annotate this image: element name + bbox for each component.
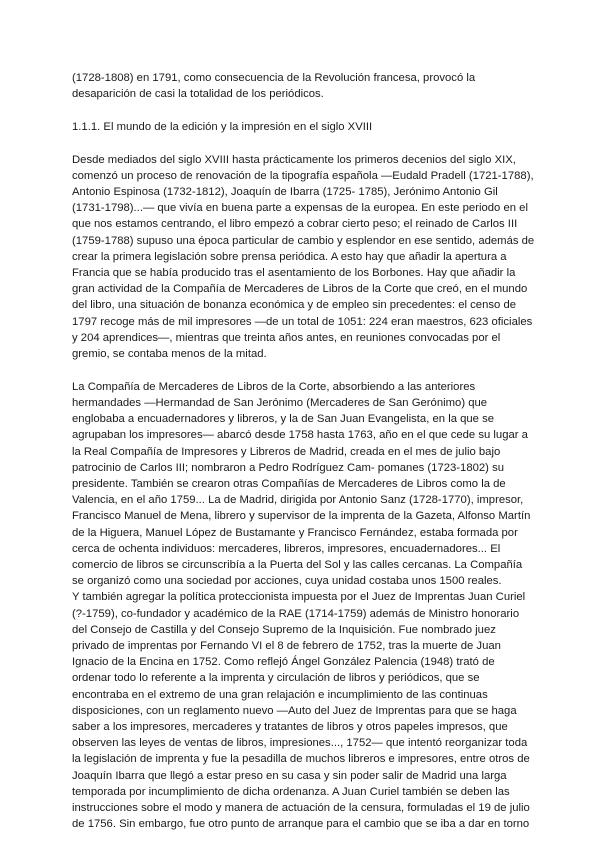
text-line: instrucciones sobre el modo y manera de actuación de la censura, formuladas el 19 de julio xyxy=(72,802,530,815)
intro-paragraph xyxy=(72,70,524,102)
text-line: la legislación de imprenta y fue la pesadilla de muchos libreros e impresores, entre otros de xyxy=(72,753,530,766)
text-line: y 204 aprendices—, mientras que treinta años antes, en reuniones convocadas por el xyxy=(72,331,501,344)
text-line: (1731-1798)...— que vivía en buena parte a expensas de la europea. En este periodo en el xyxy=(72,202,528,215)
text-line: gran actividad de la Compañía de Mercaderes de Libros de la Corte que creó, en el mundo xyxy=(72,283,528,296)
text-line: observen las leyes de ventas de libros, impresiones..., 1752— que intentó reorganizar toda xyxy=(72,737,528,750)
text-line: saber a los impresores, mercaderes y tratantes de libros y otros papeles impresos, que xyxy=(72,721,508,734)
text-line: (1759-1788) supuso una época particular de cambio y esplendor en ese sentido, además de xyxy=(72,234,535,247)
section-heading xyxy=(72,119,524,135)
text-line: La Compañía de Mercaderes de Libros de la Corte, absorbiendo a las anteriores xyxy=(72,380,476,393)
paragraph-compania-mercaderes xyxy=(72,379,531,833)
text-line: cerca de ochenta individuos: mercaderes, libreros, impresores, encuadernadores... El xyxy=(72,542,501,555)
text-line: temporada por incumplimiento de dicha ordenanza. A Juan Curiel también se deben las xyxy=(72,785,510,798)
text-line: privado de imprentas por Fernando VI el 8 de febrero de 1752, tras la muerte de Juan xyxy=(72,640,501,652)
text-line: que nos estamos centrando, el libro empezó a cobrar cierto peso; el reinado de Carlos III xyxy=(72,218,518,231)
text-line: Y también agregar la política proteccionista impuesta por el Juez de Imprentas Juan Curiel xyxy=(72,591,526,604)
text-line: ordenar todo lo referente a la imprenta y circulación de libros y periódicos, que se xyxy=(72,672,480,685)
text-line: hermandades —Hermandad de San Jerónimo (Mercaderes de San Gerónimo) que xyxy=(72,396,488,409)
document-page xyxy=(72,70,535,849)
text-line: de 1756. Sin embargo, fue otro punto de arranque para el cambio que se iba a dar en torno xyxy=(72,818,530,831)
section-heading-text: 1.1.1. El mundo de la edición y la impresión en el siglo XVIII xyxy=(72,120,373,133)
text-line: (?-1759), co-fundador y académico de la RAE (1714-1759) además de Ministro honorario xyxy=(72,607,520,620)
text-line: englobaba a encuadernadores y libreros, y la de San Juan Evangelista, en la que se xyxy=(72,413,495,426)
text-line: gremio, se contaba menos de la mitad. xyxy=(72,348,267,361)
text-line: del Consejo de Castilla y del Consejo Supremo de la Inquisición. Fue nombrado juez xyxy=(72,623,496,636)
text-line: patrocinio de Carlos III; nombraron a Pedro Rodríguez Cam- pomanes (1723-1802) su xyxy=(72,461,505,474)
text-line: encontraba en el extremo de una gran relajación e incumplimiento de las continuas xyxy=(72,688,488,701)
text-line: 1797 recoge más de mil impresores —de un total de 1051: 224 eran maestros, 623 oficiales xyxy=(72,315,533,328)
text-line: crear la primera legislación sobre prensa periódica. A esto hay que añadir la apertura a xyxy=(72,250,507,263)
text-line: presidente. También se crearon otras Compañías de Mercaderes de Libros como la de xyxy=(72,477,506,490)
text-line: Desde mediados del siglo XVIII hasta prácticamente los primeros decenios del siglo XIX, xyxy=(72,153,516,166)
text-line: Antonio Espinosa (1732-1812), Joaquín de Ibarra (1725- 1785), Jerónimo Antonio Gil xyxy=(72,186,498,199)
text-line: de la Higuera, Manuel López de Bustamante y Francisco Fernández, estaba formada por xyxy=(72,526,518,539)
text-line: Francia que se había producido tras el asentamiento de los Borbones. Hay que añadir la xyxy=(72,267,516,280)
text-line: Valencia, en el año 1759... La de Madrid, dirigida por Antonio Sanz (1728-1770), impresor, xyxy=(72,494,524,507)
text-line: la Real Compañía de Impresores y Libreros de Madrid, creada en el mes de julio bajo xyxy=(72,445,501,458)
paragraph-edition-history xyxy=(72,152,535,363)
text-line: Francisco Manuel de Mena, librero y supervisor de la imprenta de la Gazeta, Alfonso Martín xyxy=(72,510,531,523)
text-line: comercio de libros se circunscribía a la Puerta del Sol y las calles cercanas. La Compañía xyxy=(72,558,523,571)
text-line: desaparición de casi la totalidad de los periódicos. xyxy=(72,88,324,101)
text-line: Joaquín Ibarra que llegó a estar preso en su casa y sin poder salir de Madrid una larga xyxy=(72,769,507,782)
text-line: se organizó como una sociedad por acciones, cuya unidad costaba unos 1500 reales. xyxy=(72,575,502,588)
text-line: agrupaban los impresores— abarcó desde 1758 hasta 1763, año en el que cede su lugar a xyxy=(72,429,528,442)
text-line: comenzó un proceso de renovación de la tipografía española —Eudald Pradell (1721-1788), xyxy=(72,169,534,182)
text-line: Ignacio de la Encina en 1752. Como reflejó Ángel González Palencia (1948) trató de xyxy=(72,656,495,669)
text-line: del libro, una situación de bonanza económica y de empleo sin precedentes: el censo de xyxy=(72,299,517,312)
text-line: disposiciones, con un reglamento nuevo —Auto del Juez de Imprentas para que se haga xyxy=(72,704,517,717)
text-line: (1728-1808) en 1791, como consecuencia de la Revolución francesa, provocó la xyxy=(72,72,476,84)
